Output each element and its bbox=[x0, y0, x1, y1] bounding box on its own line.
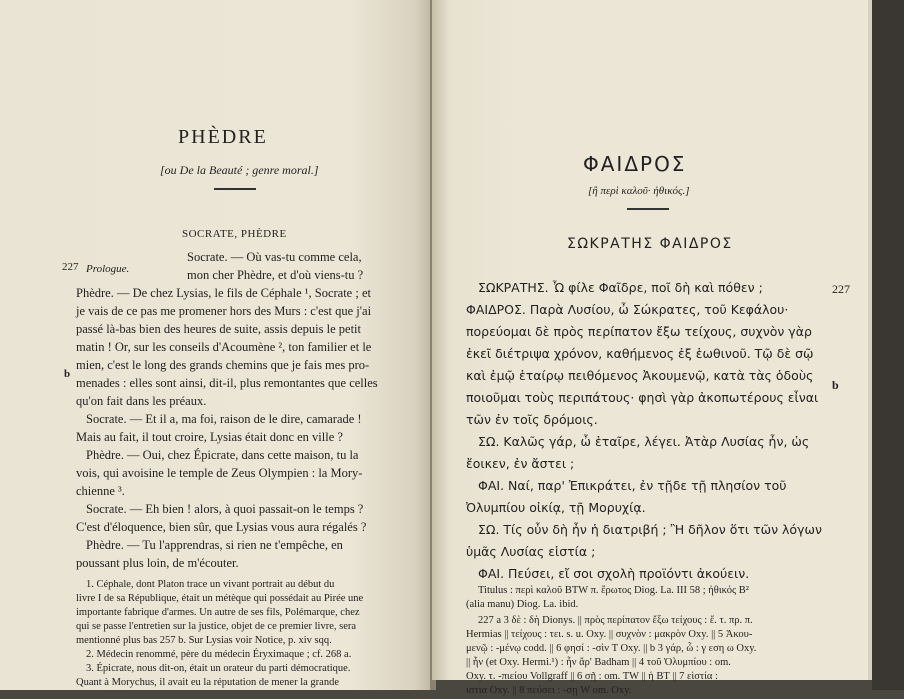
text-line: ὑμᾶς Λυσίας εἱστία ; bbox=[466, 544, 596, 559]
text-line: ΦΑΙΔΡΟΣ. Παρὰ Λυσίου, ὦ Σώκρατες, τοῦ Κεφάλου· bbox=[466, 302, 789, 317]
text-line: matin ! Or, sur les conseils d'Acoumène ², ton familier et le bbox=[76, 340, 372, 354]
text-line: ΣΩΚΡΑΤΗΣ. Ὦ φίλε Φαῖδρε, ποῖ δὴ καὶ πόθεν ; bbox=[478, 280, 763, 295]
footnote-line: Quant à Morychus, il avait eu la réputation de mener la grande bbox=[76, 677, 339, 688]
text-line: ποιοῦμαι τοὺς περιπάτους· φησὶ γὰρ ἀκοπωτέρους εἶναι bbox=[466, 390, 819, 405]
text-line: ΦΑΙ. Πεύσει, εἴ σοι σχολὴ προϊόντι ἀκούειν. bbox=[478, 566, 750, 581]
text-line: Phèdre. — Tu l'apprendras, si rien ne t'empêche, en bbox=[86, 538, 343, 552]
speaker-list: ΣΩΚΡΑΤΗΣ ΦΑΙΔΡΟΣ bbox=[567, 236, 733, 252]
left-page bbox=[0, 0, 436, 690]
apparatus-line: Hermias || τείχους : τει. s. u. Oxy. || συχνὸν : μακρὸν Oxy. || 5 Ἀκου- bbox=[466, 629, 753, 640]
text-line: C'est d'éloquence, bien sûr, que Lysias vous aura régalés ? bbox=[76, 520, 367, 534]
page-title: PHÈDRE bbox=[178, 126, 268, 148]
page-title: ΦΑΙΔΡΟΣ bbox=[583, 152, 687, 176]
apparatus-line: Titulus : περὶ καλοῦ BTW π. ἔρωτος Diog. La. III 58 ; ἠθικός B² bbox=[478, 585, 749, 596]
text-line: Ὀλυμπίου οἰκίᾳ, τῇ Μορυχίᾳ. bbox=[466, 500, 646, 515]
apparatus-line: (alia manu) Diog. La. ibid. bbox=[466, 599, 579, 610]
margin-section-label: Prologue. bbox=[86, 263, 130, 275]
text-line: Socrate. — Où vas-tu comme cela, bbox=[187, 250, 362, 264]
text-line: ΦΑΙ. Ναί, παρ' Ἐπικράτει, ἐν τῇδε τῇ πλησίον τοῦ bbox=[478, 478, 787, 493]
margin-reference: b bbox=[64, 368, 71, 380]
right-page bbox=[432, 0, 872, 696]
footnote-line: importante fabrique d'armes. Un autre de ses fils, Polémarque, chez bbox=[76, 607, 360, 618]
footnote-line: 2. Médecin renommé, père du médecin Éryximaque ; cf. 268 a. bbox=[86, 649, 352, 660]
text-line: qu'on fait dans les préaux. bbox=[76, 394, 207, 408]
margin-reference: 227 bbox=[62, 261, 79, 273]
text-line: mon cher Phèdre, et d'où viens-tu ? bbox=[187, 268, 364, 282]
apparatus-line: ιστια Oxy. || 8 πεύσει : -σῃ W om. Oxy. bbox=[466, 685, 632, 696]
text-line: ΣΩ. Καλῶς γάρ, ὦ ἑταῖρε, λέγει. Ἀτὰρ Λυσίας ἦν, ὡς bbox=[478, 434, 810, 449]
background-surface bbox=[872, 0, 904, 690]
margin-reference: b bbox=[832, 378, 839, 392]
footnote-line: qui se passe l'entretien sur la justice, objet de ce premier livre, sera bbox=[76, 621, 357, 632]
apparatus-line: Oxy. τ. -πιείου Vollgraff || 6 σῇ : om. TW || ἡ BT || 7 εἱστία : bbox=[466, 671, 718, 682]
title-divider bbox=[214, 188, 256, 190]
text-line: ἐκεῖ διέτριψα χρόνον, καθήμενος ἐξ ἑωθινοῦ. Τῷ δὲ σῷ bbox=[466, 346, 814, 361]
page-subtitle: [ou De la Beauté ; genre moral.] bbox=[160, 163, 319, 177]
text-line: ΣΩ. Τίς οὖν δὴ ἦν ἡ διατριβή ; Ἢ δῆλον ὅτι τῶν λόγων bbox=[478, 522, 822, 537]
text-line: Socrate. — Eh bien ! alors, à quoi passait-on le temps ? bbox=[86, 502, 364, 516]
margin-reference: 227 bbox=[832, 282, 850, 296]
text-line: mien, c'est le long des grands chemins que je fais mes pro- bbox=[76, 358, 370, 372]
apparatus-line: || ἦν (et Oxy. Hermi.¹) : ἦν ἄρ' Badham || 4 τοῦ Ὀλυμπίου : om. bbox=[466, 657, 731, 668]
text-line: passé là-bas bien des heures de suite, assis depuis le petit bbox=[76, 322, 361, 336]
footnote-line: livre I de sa République, était un métèque qui possédait au Pirée une bbox=[76, 593, 364, 604]
speaker-list: SOCRATE, PHÈDRE bbox=[182, 228, 287, 240]
text-line: καὶ ἐμῷ ἑταίρῳ πειθόμενος Ἀκουμενῷ, κατὰ τὰς ὁδοὺς bbox=[466, 368, 814, 383]
title-divider bbox=[627, 208, 669, 210]
text-line: τῶν ἐν τοῖς δρόμοις. bbox=[466, 412, 598, 427]
footnote-line: mentionné plus bas 257 b. Sur Lysias voir Notice, p. xiv sqq. bbox=[76, 635, 332, 646]
text-line: πορεύομαι δὲ πρὸς περίπατον ἔξω τείχους, συχνὸν γὰρ bbox=[466, 324, 812, 339]
text-line: vois, qui avoisine le temple de Zeus Olympien : la Mory- bbox=[76, 466, 363, 480]
text-line: ἔοικεν, ἐν ἄστει ; bbox=[466, 456, 575, 471]
page-subtitle: [ἢ περὶ καλοῦ· ἠθικός.] bbox=[588, 185, 690, 197]
text-line: Phèdre. — De chez Lysias, le fils de Céphale ¹, Socrate ; et bbox=[76, 286, 371, 300]
footnote-line: 3. Épicrate, nous dit-on, était un orateur du parti démocratique. bbox=[86, 663, 351, 674]
text-line: Phèdre. — Oui, chez Épicrate, dans cette maison, tu la bbox=[86, 448, 359, 462]
apparatus-line: μενῷ : -μένῳ codd. || 6 φησί : -σὶν T Oxy. || b 3 γάρ, ὦ : γ εση ω Oxy. bbox=[466, 643, 757, 654]
text-line: chienne ³. bbox=[76, 484, 125, 498]
text-line: poussant plus loin, de m'écouter. bbox=[76, 556, 239, 570]
text-line: Socrate. — Et il a, ma foi, raison de le dire, camarade ! bbox=[86, 412, 362, 426]
text-line: Mais au fait, il tout croire, Lysias était donc en ville ? bbox=[76, 430, 343, 444]
text-line: je vais de ce pas me promener hors des Murs : c'est que j'ai bbox=[76, 304, 372, 318]
footnote-line: 1. Céphale, dont Platon trace un vivant portrait au début du bbox=[86, 579, 335, 590]
apparatus-line: 227 a 3 δὲ : δὴ Dionys. || πρὸς περίπατον ἔξω τείχους : ἔ. τ. πρ. π. bbox=[478, 615, 753, 626]
text-line: menades : elles sont ainsi, dit-il, plus remontantes que celles bbox=[76, 376, 378, 390]
